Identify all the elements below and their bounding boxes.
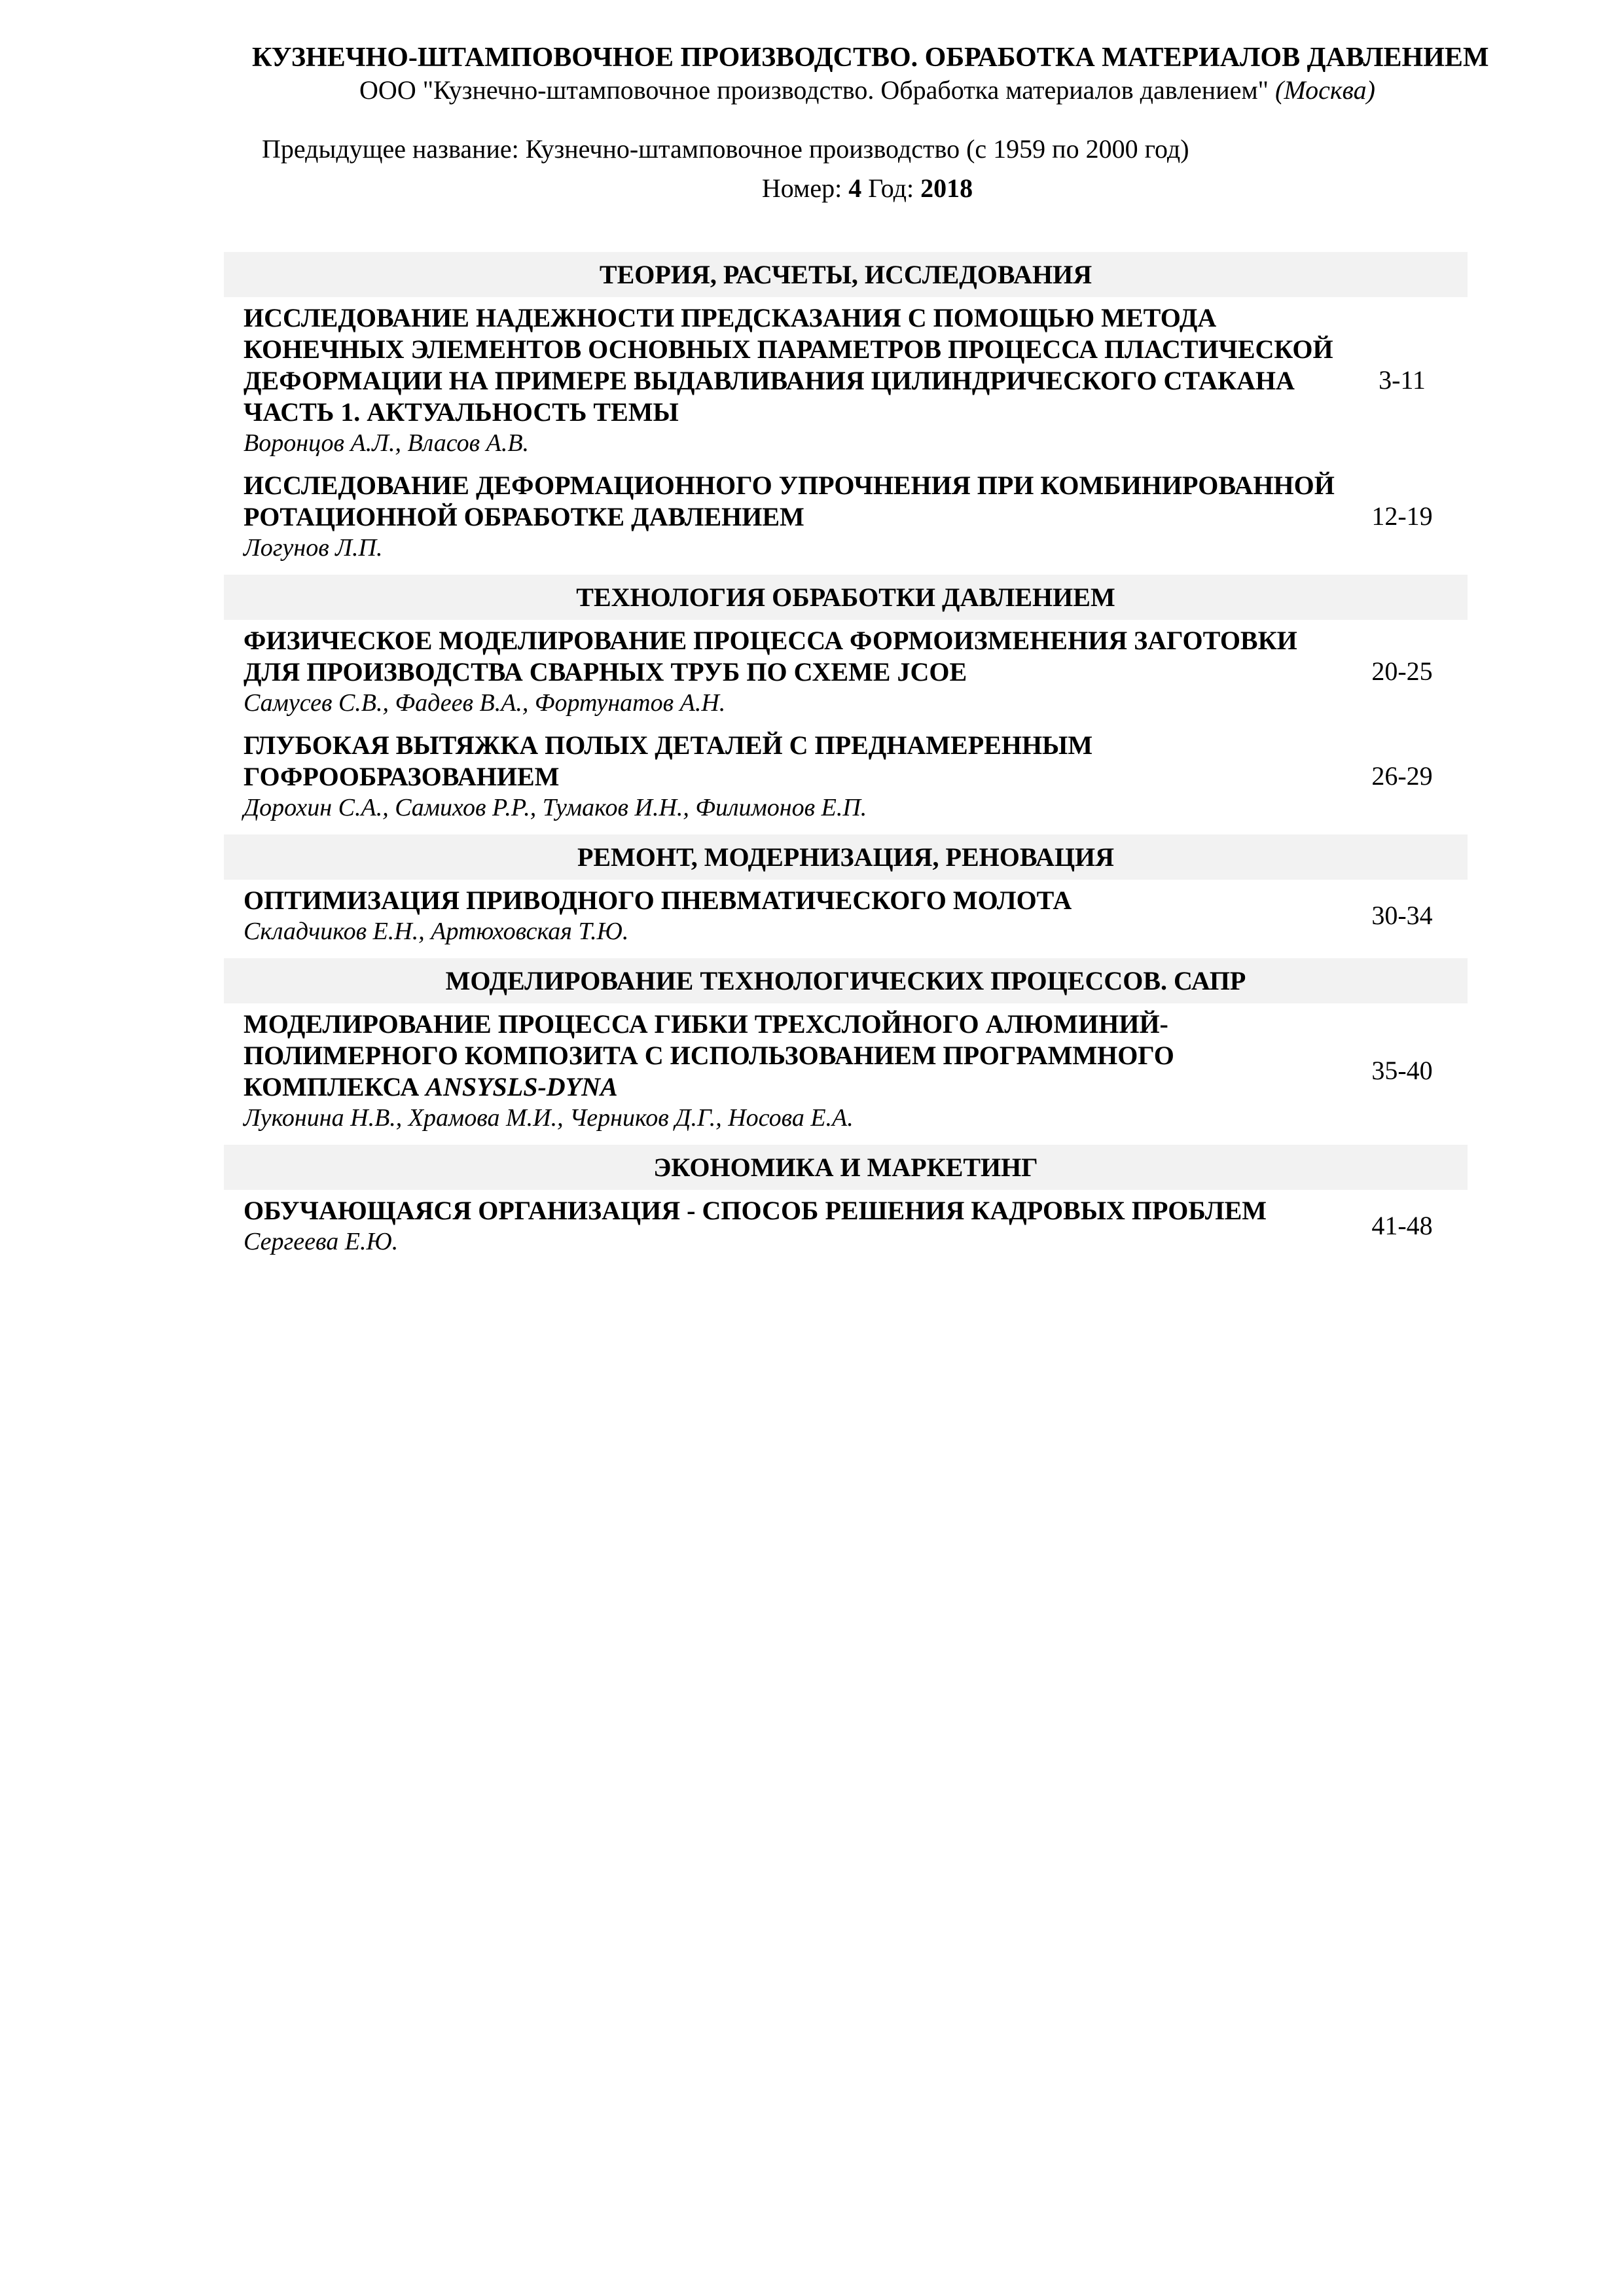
publisher-name: ООО "Кузнечно-штамповочное производство. Обработка материалов давлением" [359, 75, 1269, 105]
article-authors: Логунов Л.П. [244, 534, 383, 562]
article-title-software: ANSYSLS-DYNA [425, 1072, 618, 1102]
article-title-link[interactable]: ИССЛЕДОВАНИЕ ДЕФОРМАЦИОННОГО УПРОЧНЕНИЯ ПРИ КОМБИНИРОВАННОЙ РОТАЦИОННОЙ ОБРАБОТКЕ ДАВЛЕНИЕМ [244, 471, 1335, 531]
previous-name-label: Предыдущее название: [262, 134, 519, 164]
article-pages: 26-29 [1371, 761, 1433, 791]
article-authors: Складчиков Е.Н., Артюховская Т.Ю. [244, 918, 629, 945]
article-row[interactable] [224, 730, 1468, 834]
article-authors: Сергеева Е.Ю. [244, 1228, 399, 1255]
section-header: ТЕОРИЯ, РАСЧЕТЫ, ИССЛЕДОВАНИЯ [224, 252, 1468, 297]
issue-line [252, 171, 1483, 206]
article-pages: 12-19 [1371, 501, 1433, 531]
article-title-link[interactable]: ФИЗИЧЕСКОЕ МОДЕЛИРОВАНИЕ ПРОЦЕССА ФОРМОИЗМЕНЕНИЯ ЗАГОТОВКИ ДЛЯ ПРОИЗВОДСТВА СВАРНЫХ ТРУБ ПО СХЕМЕ JCOE [244, 626, 1297, 687]
article-pages: 35-40 [1371, 1056, 1433, 1085]
article-pages: 30-34 [1371, 901, 1433, 930]
article-pages: 3-11 [1379, 365, 1426, 395]
section-header: МОДЕЛИРОВАНИЕ ТЕХНОЛОГИЧЕСКИХ ПРОЦЕССОВ. САПР [224, 958, 1468, 1003]
article-row[interactable] [224, 1195, 1468, 1268]
article-pages: 41-48 [1371, 1211, 1433, 1240]
journal-title: КУЗНЕЧНО-ШТАМПОВОЧНОЕ ПРОИЗВОДСТВО. ОБРАБОТКА МАТЕРИАЛОВ ДАВЛЕНИЕМ [252, 43, 1489, 73]
article-body [224, 885, 1337, 946]
year-label: Год: [868, 173, 914, 203]
article-authors: Самусев С.В., Фадеев В.А., Фортунатов А.Н. [244, 689, 726, 717]
section-header: РЕМОНТ, МОДЕРНИЗАЦИЯ, РЕНОВАЦИЯ [224, 834, 1468, 880]
article-title-link[interactable]: ОБУЧАЮЩАЯСЯ ОРГАНИЗАЦИЯ - СПОСОБ РЕШЕНИЯ КАДРОВЫХ ПРОБЛЕМ [244, 1196, 1267, 1225]
article-row[interactable] [224, 625, 1468, 730]
issue-label: Номер: [761, 173, 842, 203]
article-row[interactable] [224, 1009, 1468, 1145]
article-title-text: МОДЕЛИРОВАНИЕ ПРОЦЕССА ГИБКИ ТРЕХСЛОЙНОГО АЛЮМИНИЙ-ПОЛИМЕРНОГО КОМПОЗИТА С ИСПОЛЬЗОВАНИЕМ ПРОГРАММНОГО КОМПЛЕКСА [244, 1009, 1174, 1102]
article-row[interactable] [224, 470, 1468, 575]
article-authors: Луконина Н.В., Храмова М.И., Черников Д.Г., Носова Е.А. [244, 1104, 854, 1132]
article-body [224, 730, 1337, 823]
issue-number: 4 [848, 173, 862, 203]
publisher-city: (Москва) [1275, 75, 1375, 105]
previous-name-line [262, 132, 1375, 166]
article-authors: Дорохин С.А., Самихов Р.Р., Тумаков И.Н., Филимонов Е.П. [244, 794, 867, 821]
article-title-link[interactable]: ГЛУБОКАЯ ВЫТЯЖКА ПОЛЫХ ДЕТАЛЕЙ С ПРЕДНАМЕРЕННЫМ ГОФРООБРАЗОВАНИЕМ [244, 730, 1093, 791]
article-authors: Воронцов А.Л., Власов А.В. [244, 429, 530, 457]
article-body [224, 1009, 1337, 1133]
article-body [224, 302, 1337, 458]
publisher-line [252, 73, 1483, 107]
article-title-link[interactable] [244, 1009, 1337, 1103]
table-of-contents [224, 252, 1468, 1268]
article-title-link[interactable]: ОПТИМИЗАЦИЯ ПРИВОДНОГО ПНЕВМАТИЧЕСКОГО МОЛОТА [244, 886, 1072, 915]
article-title-link[interactable]: ИССЛЕДОВАНИЕ НАДЕЖНОСТИ ПРЕДСКАЗАНИЯ С ПОМОЩЬЮ МЕТОДА КОНЕЧНЫХ ЭЛЕМЕНТОВ ОСНОВНЫХ ПАРАМЕТРОВ ПРОЦЕССА ПЛАСТИЧЕСКОЙ ДЕФОРМАЦИИ НА ПРИМЕРЕ ВЫДАВЛИВАНИЯ ЦИЛИНДРИЧЕСКОГО СТАКАНА ЧАСТЬ 1. АКТУАЛЬНОСТЬ ТЕМЫ [244, 303, 1333, 427]
article-row[interactable] [224, 302, 1468, 470]
section-header: ЭКОНОМИКА И МАРКЕТИНГ [224, 1145, 1468, 1190]
issue-year: 2018 [920, 173, 973, 203]
article-body [224, 625, 1337, 718]
article-pages: 20-25 [1371, 656, 1433, 686]
section-header: ТЕХНОЛОГИЯ ОБРАБОТКИ ДАВЛЕНИЕМ [224, 575, 1468, 620]
article-row[interactable] [224, 885, 1468, 958]
article-body [224, 1195, 1337, 1257]
article-body [224, 470, 1337, 563]
previous-name-value: Кузнечно-штамповочное производство (с 1959 по 2000 год) [525, 134, 1189, 164]
